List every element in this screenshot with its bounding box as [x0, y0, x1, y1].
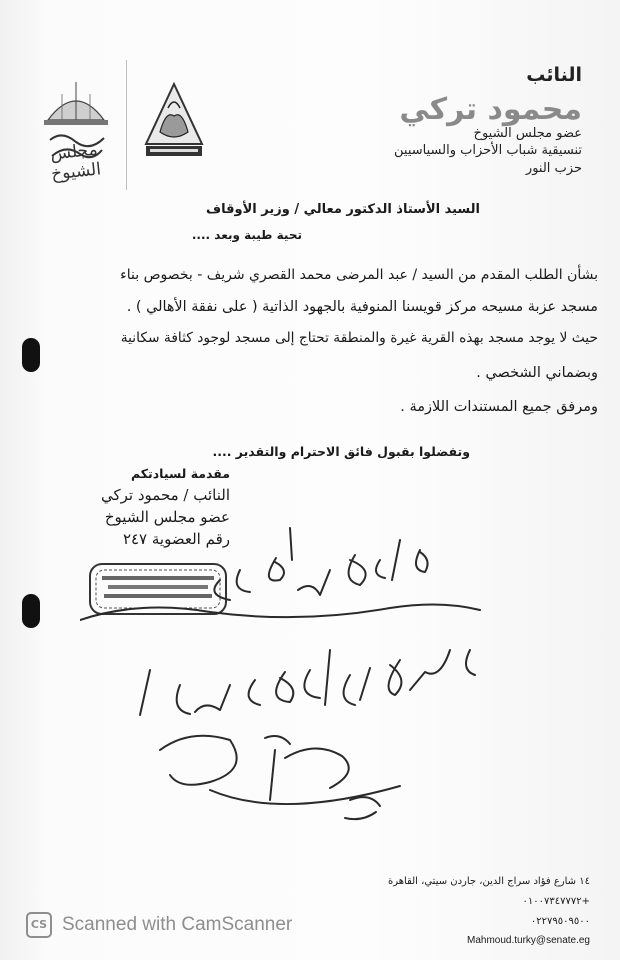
header-name: محمود تركي — [399, 92, 582, 127]
footer-email: Mahmoud.turky@senate.eg — [467, 935, 590, 946]
header-divider — [126, 60, 127, 190]
footer-address: ١٤ شارع فؤاد سراج الدين، جاردن سيتي، القاهرة — [387, 876, 590, 887]
senate-logo-text: مجلس الشيوخ — [49, 139, 102, 185]
camscanner-watermark: Scanned with CamScanner — [62, 914, 293, 935]
submitted-by: مقدمة لسيادتكم — [130, 466, 230, 481]
greeting: تحية طيبة وبعد .... — [191, 228, 302, 242]
body-line-1: بشأن الطلب المقدم من السيد / عبد المرضى محمد القصري شريف - بخصوص بناء — [120, 267, 598, 283]
body-line-2: مسجد عزبة مسيحه مركز قويسنا المنوفية بالجهود الذاتية ( على نفقة الأهالي ) . — [126, 299, 598, 315]
header-title: النائب — [526, 64, 582, 86]
header-line-2: تنسيقية شباب الأحزاب والسياسيين — [394, 143, 582, 158]
header-line-3: حزب النور — [525, 161, 582, 176]
addressee: السيد الأستاذ الدكتور معالي / وزير الأوقاف — [206, 202, 480, 217]
footer-phone-mobile: ٠١٠٠٧٣٤٧٧٧٢+ — [522, 896, 590, 907]
binder-hole-bottom — [22, 594, 40, 628]
party-emblem-icon — [140, 82, 208, 168]
body-line-3: حيث لا يوجد مسجد بهذه القرية غيرة والمنطقة تحتاج إلى مسجد لوجود كثافة سكانية — [120, 330, 598, 346]
closing: وتفضلوا بقبول فائق الاحترام والتقدير .... — [212, 444, 470, 459]
signature-line-1: النائب / محمود تركي — [100, 486, 230, 504]
body-line-4: وبضماني الشخصي . — [476, 365, 598, 381]
handwritten-note — [80, 500, 500, 830]
signature-line-3: رقم العضوية ٢٤٧ — [122, 530, 230, 548]
signature-line-2: عضو مجلس الشيوخ — [104, 508, 230, 526]
binder-hole-top — [22, 338, 40, 372]
footer-phone-landline: ٠٢٢٧٩٥٠٩٥٠٠ — [530, 916, 590, 927]
header-line-1: عضو مجلس الشيوخ — [473, 126, 582, 141]
body-line-5: ومرفق جميع المستندات اللازمة . — [400, 399, 598, 415]
camscanner-icon: CS — [26, 912, 52, 938]
